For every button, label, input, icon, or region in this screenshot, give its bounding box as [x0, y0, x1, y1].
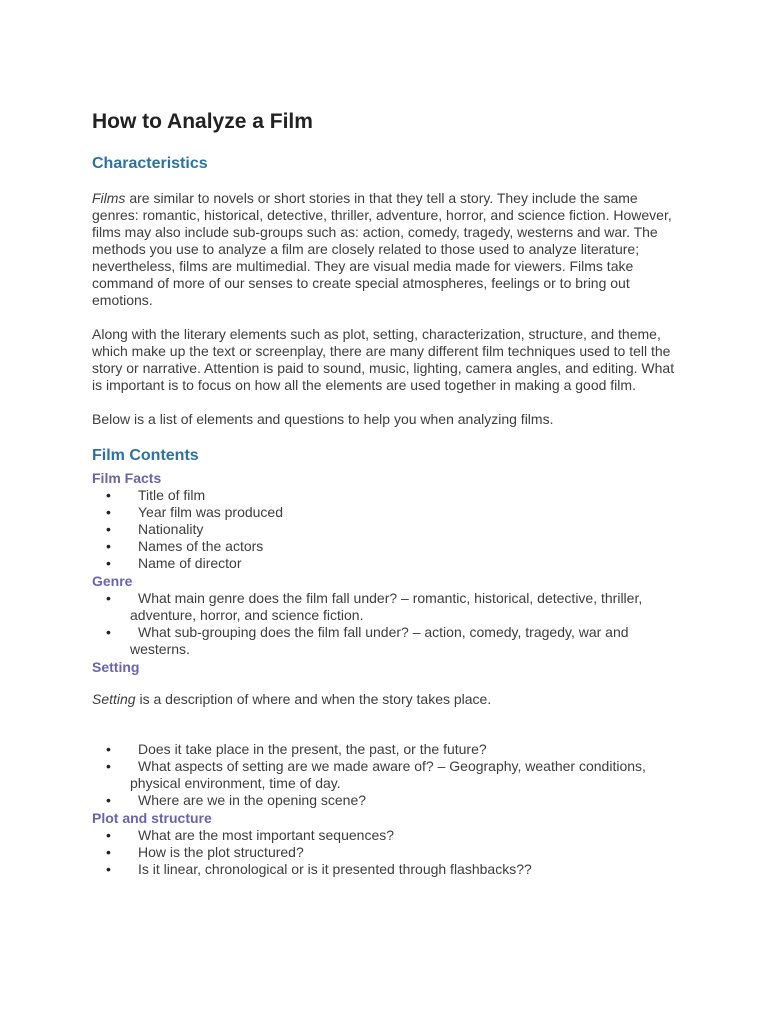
list-item: • Nationality — [92, 521, 676, 538]
list-item: • What sub-grouping does the film fall under? – action, comedy, tragedy, war and westerns. — [92, 624, 676, 658]
setting-paragraph-text: is a description of where and when the story takes place. — [135, 691, 492, 707]
setting-list — [92, 741, 676, 809]
genre-list — [92, 590, 676, 658]
characteristics-paragraph-1 — [92, 190, 676, 309]
list-item: • What aspects of setting are we made aware of? – Geography, weather conditions, physical environment, time of day. — [92, 758, 676, 792]
document-title: How to Analyze a Film — [92, 110, 313, 133]
setting-emphasis: Setting — [92, 691, 136, 707]
list-item: • Title of film — [92, 487, 676, 504]
setting-heading: Setting — [92, 659, 140, 675]
characteristics-paragraph-2: Along with the literary elements such as plot, setting, characterization, structure, and theme, which make up the text or screenplay, there are many different film techniques used to tell the story or narrative. Attention is paid to sound, music, lighting, camera angles, and editing. What is important is to focus on how all the elements are used together in making a good film. — [92, 326, 675, 393]
list-item: • How is the plot structured? — [92, 844, 676, 861]
genre-heading: Genre — [92, 573, 133, 589]
list-item: • Does it take place in the present, the past, or the future? — [92, 741, 676, 758]
list-item: • What main genre does the film fall under? – romantic, historical, detective, thriller, adventure, horror, and science fiction. — [92, 590, 676, 624]
film-contents-heading: Film Contents — [92, 447, 199, 464]
list-item: • Names of the actors — [92, 538, 676, 555]
setting-paragraph — [92, 691, 676, 708]
characteristics-paragraph-3: Below is a list of elements and questions to help you when analyzing films. — [92, 411, 554, 427]
characteristics-paragraph-1-text: are similar to novels or short stories in that they tell a story. They include the same genres: romantic, historical, detective, thriller, adventure, horror, and science fiction. However, films may also include sub-groups such as: action, comedy, tragedy, westerns and war. The methods you use to analyze a film are closely related to those used to analyze literature; nevertheless, films are multimedial. They are visual media made for viewers. Films take command of more of our senses to create special atmospheres, feelings or to bring out emotions. — [92, 190, 672, 308]
film-facts-list — [92, 487, 676, 572]
characteristics-heading: Characteristics — [92, 155, 208, 172]
list-item: • What are the most important sequences? — [92, 827, 676, 844]
list-item: • Is it linear, chronological or is it presented through flashbacks?? — [92, 861, 676, 878]
list-item: • Where are we in the opening scene? — [92, 792, 676, 809]
films-emphasis: Films — [92, 190, 126, 206]
plot-structure-list — [92, 827, 676, 878]
list-item: • Name of director — [92, 555, 676, 572]
plot-structure-heading: Plot and structure — [92, 810, 212, 826]
film-facts-heading: Film Facts — [92, 470, 162, 486]
list-item: • Year film was produced — [92, 504, 676, 521]
